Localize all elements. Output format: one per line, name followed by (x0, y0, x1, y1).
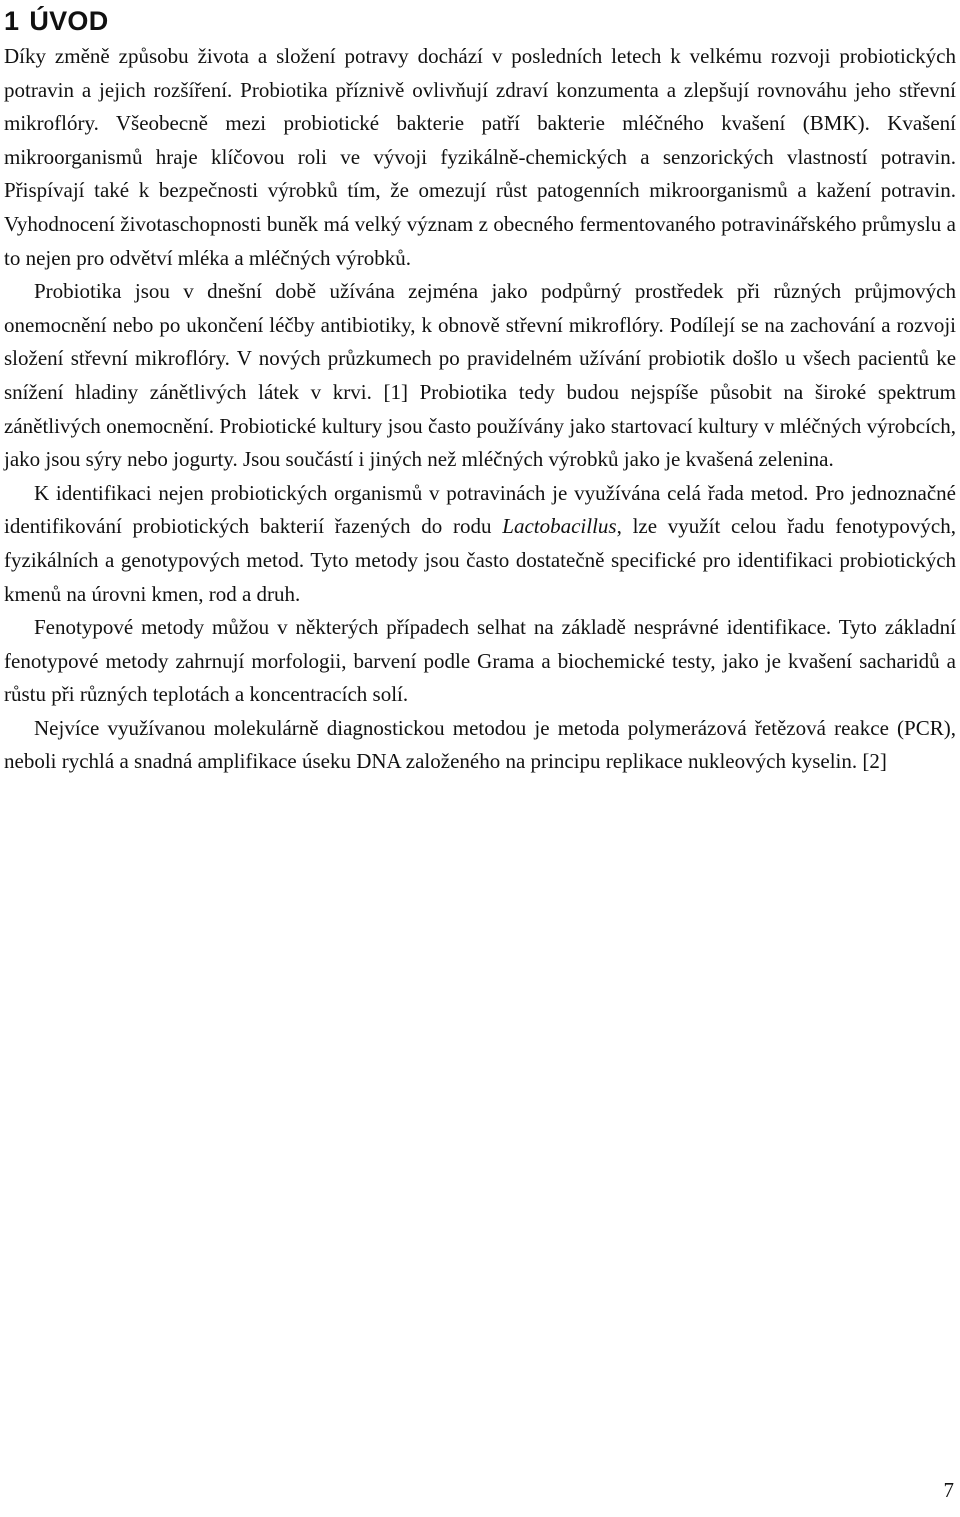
genus-name: Lactobacillus (502, 514, 617, 539)
sentence: K identifikaci nejen probiotických organismů v potravinách je využívána celá řada metod. (34, 480, 809, 505)
sentence: Probiotické kultury jsou často používány jako startovací kultury v mléčných výrobcích, jako jsou sýry nebo jogurty. (4, 413, 957, 472)
section-title: ÚVOD (29, 6, 109, 36)
sentence: Všeobecně mezi probiotické bakterie patří bakterie mléčného kvašení (BMK). (115, 111, 870, 136)
section-number: 1 (4, 6, 20, 36)
sentence: Kvašení mikroorganismů hraje klíčovou roli ve vývoji fyzikálně-chemických a senzorických vlastností potravin. (4, 111, 957, 169)
paragraph-3 (4, 477, 956, 611)
sentence: Nejvíce využívanou molekulárně diagnostickou metodou je metoda polymerázová řetězová reakce (PCR), neboli rychlá a snadná amplifikace úseku DNA založeného na principu replikace nukleových kyselin. (4, 715, 956, 774)
sentence: Podílejí se na zachování a rozvoji složení střevní mikroflóry. (4, 312, 956, 371)
sentence: Přispívají také k bezpečnosti výrobků tím, že omezují růst patogenních mikroorganismů a kažení potravin. (4, 178, 956, 203)
page-number: 7 (943, 1478, 954, 1502)
paragraph-1 (4, 40, 956, 275)
paragraph-4 (4, 611, 956, 712)
sentence: Fenotypové metody můžou v některých případech selhat na základě nesprávné identifikace. (34, 615, 832, 640)
sentence: , lze využít celou řadu fenotypových, fyzikálních a genotypových metod. (4, 514, 956, 572)
sentence: Probiotika jsou v dnešní době užívána zejména jako podpůrný prostředek při různých průjmových onemocnění nebo po ukončení léčby antibiotiky, k obnově střevní mikroflóry. (4, 279, 956, 337)
sentence: V nových průzkumech po pravidelném užívání probiotik došlo u všech pacientů ke snížení hladiny zánětlivých látek v krvi. (4, 346, 957, 404)
citation: [2] (862, 749, 887, 774)
document-page (4, 0, 956, 779)
sentence: Díky změně způsobu života a složení potravy dochází v posledních letech k velkému rozvoji probiotických potravin a jejich rozšíření. (4, 44, 956, 102)
section-heading (4, 6, 956, 37)
sentence: Probiotika příznivě ovlivňují zdraví konzumenta a zlepšují rovnováhu jeho střevní mikroflóry. (4, 77, 956, 136)
sentence: Vyhodnocení životaschopnosti buněk má velký význam z obecného fermentovaného potravinářského průmyslu a to nejen pro odvětví mléka a mléčných výrobků. (4, 211, 956, 270)
paragraph-5 (4, 712, 956, 779)
sentence: Pro jednoznačné identifikování probiotických bakterií řazených do rodu (4, 480, 956, 539)
sentence: Tyto metody jsou často dostatečně specifické pro identifikaci probiotických kmenů na úrovni kmen, rod a druh. (4, 547, 957, 606)
sentence: Tyto základní fenotypové metody zahrnují morfologii, barvení podle Grama a biochemické testy, jako je kvašení sacharidů a růstu při různých teplotách a koncentracích solí. (4, 615, 956, 707)
sentence: [1] Probiotika tedy budou nejspíše působit na široké spektrum zánětlivých onemocnění. (4, 379, 957, 438)
sentence: Jsou součástí i jiných než mléčných výrobků jako je kvašená zelenina. (242, 447, 834, 472)
paragraph-2 (4, 275, 956, 477)
